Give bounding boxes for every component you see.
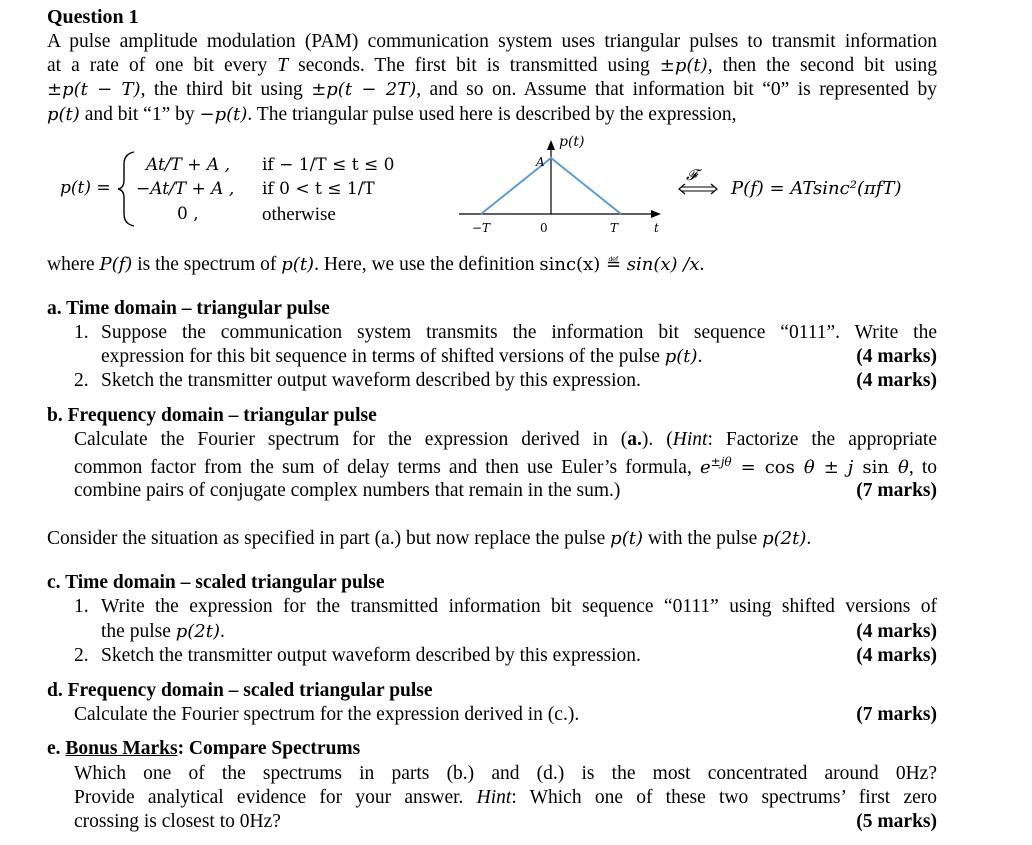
tick-t: t xyxy=(654,221,659,235)
part-a-item-1-line1: Suppose the communication system transmits the information bit sequence “0111”. Write the xyxy=(101,322,937,343)
part-b-line-1: Calculate the Fourier spectrum for the expression derived in (a.). (Hint: Factorize the appropriate xyxy=(74,429,937,450)
intro-line-1: A pulse amplitude modulation (PAM) communication system uses triangular pulses to transmit information xyxy=(47,31,937,52)
part-c-item-1-line2: the pulse p(2t). xyxy=(101,621,225,642)
part-a-heading: a. Time domain – triangular pulse xyxy=(47,298,330,319)
where-line: where P(f) is the spectrum of p(t). Here, we use the definition sinc(x) ≝ sin(x) /x. xyxy=(47,254,705,275)
part-c-item-1-line1: Write the expression for the transmitted information bit sequence “0111” using shifted versions of xyxy=(101,596,937,617)
part-c-item-2-marks: (4 marks) xyxy=(856,645,937,666)
part-c-item-2-num: 2. xyxy=(74,645,89,666)
case-1-cond: if − 1/T ≤ t ≤ 0 xyxy=(262,155,395,175)
fourier-rhs: P(f) = ATsinc²(πfT) xyxy=(731,178,902,199)
case-3-expr: 0 , xyxy=(177,204,199,224)
plot-ylabel: p(t) xyxy=(559,134,585,150)
part-e-heading: e. Bonus Marks: Compare Spectrums xyxy=(47,738,361,759)
equation-lhs: p(t) = xyxy=(60,178,111,198)
part-d-text: Calculate the Fourier spectrum for the expression derived in (c.). xyxy=(74,704,580,725)
part-b-line-2: common factor from the sum of delay terms and then use Euler’s formula, $e^{\pm j\theta} = \cos \theta \pm j$ sin θ, to xyxy=(74,455,938,478)
case-2-expr: −At/T + A , xyxy=(136,179,235,199)
part-c-item-1-marks: (4 marks) xyxy=(856,621,937,642)
euler-formula: $e^{\pm j\theta} = \cos \theta \pm j$ sin θ xyxy=(699,455,909,478)
part-e-line-2: Provide analytical evidence for your answer. Hint: Which one of these two spectrums’ first zero xyxy=(74,787,937,808)
part-b-marks: (7 marks) xyxy=(856,480,937,501)
part-c-item-1-num: 1. xyxy=(74,596,89,617)
double-arrow-icon xyxy=(677,182,719,196)
amplitude-axis-arrow xyxy=(547,140,555,150)
left-brace xyxy=(116,150,138,228)
fourier-symbol: 𝓕 xyxy=(686,166,698,184)
part-b-heading: b. Frequency domain – triangular pulse xyxy=(47,405,377,426)
part-a-item-1-marks: (4 marks) xyxy=(856,346,937,367)
part-a-item-2-num: 2. xyxy=(74,370,89,391)
intro-line-2: at a rate of one bit every T seconds. The first bit is transmitted using ±p(t), then the second bit using xyxy=(47,55,937,76)
part-a-item-2-marks: (4 marks) xyxy=(856,370,937,391)
case-3-cond: otherwise xyxy=(262,204,336,225)
part-b-line-3: combine pairs of conjugate complex numbers that remain in the sum.) xyxy=(74,480,621,501)
part-c-heading: c. Time domain – scaled triangular pulse xyxy=(47,572,385,593)
time-axis-arrow xyxy=(651,210,661,218)
plot-peak-label: A xyxy=(536,155,545,169)
part-a-item-2-text: Sketch the transmitter output waveform described by this expression. xyxy=(101,370,641,391)
part-e-line-1: Which one of the spectrums in parts (b.) and (d.) is the most concentrated around 0Hz? xyxy=(74,763,937,784)
part-c-item-2-text: Sketch the transmitter output waveform described by this expression. xyxy=(101,645,641,666)
consider-line: Consider the situation as specified in part (a.) but now replace the pulse p(t) with the pulse p(2t). xyxy=(47,528,812,549)
intro-line-3: ±p(t − T), the third bit using ±p(t − 2T), and so on. Assume that information bit “0” is represented by xyxy=(47,79,938,100)
tick-neg-T: −T xyxy=(472,221,491,235)
intro-line-4: p(t) and bit “1” by −p(t). The triangular pulse used here is described by the expression, xyxy=(47,104,737,125)
part-e-marks: (5 marks) xyxy=(856,811,937,832)
part-e-line-3: crossing is closest to 0Hz? xyxy=(74,811,281,832)
part-a-item-1-num: 1. xyxy=(74,322,89,343)
tick-T: T xyxy=(610,221,619,235)
case-1-expr: At/T + A , xyxy=(146,155,231,175)
case-2-cond: if 0 < t ≤ 1/T xyxy=(262,179,375,199)
question-title: Question 1 xyxy=(47,6,139,28)
part-d-heading: d. Frequency domain – scaled triangular pulse xyxy=(47,680,433,701)
part-a-item-1-line2: expression for this bit sequence in terms of shifted versions of the pulse p(t). xyxy=(101,346,703,367)
tick-zero: 0 xyxy=(540,221,548,235)
part-d-marks: (7 marks) xyxy=(856,704,937,725)
